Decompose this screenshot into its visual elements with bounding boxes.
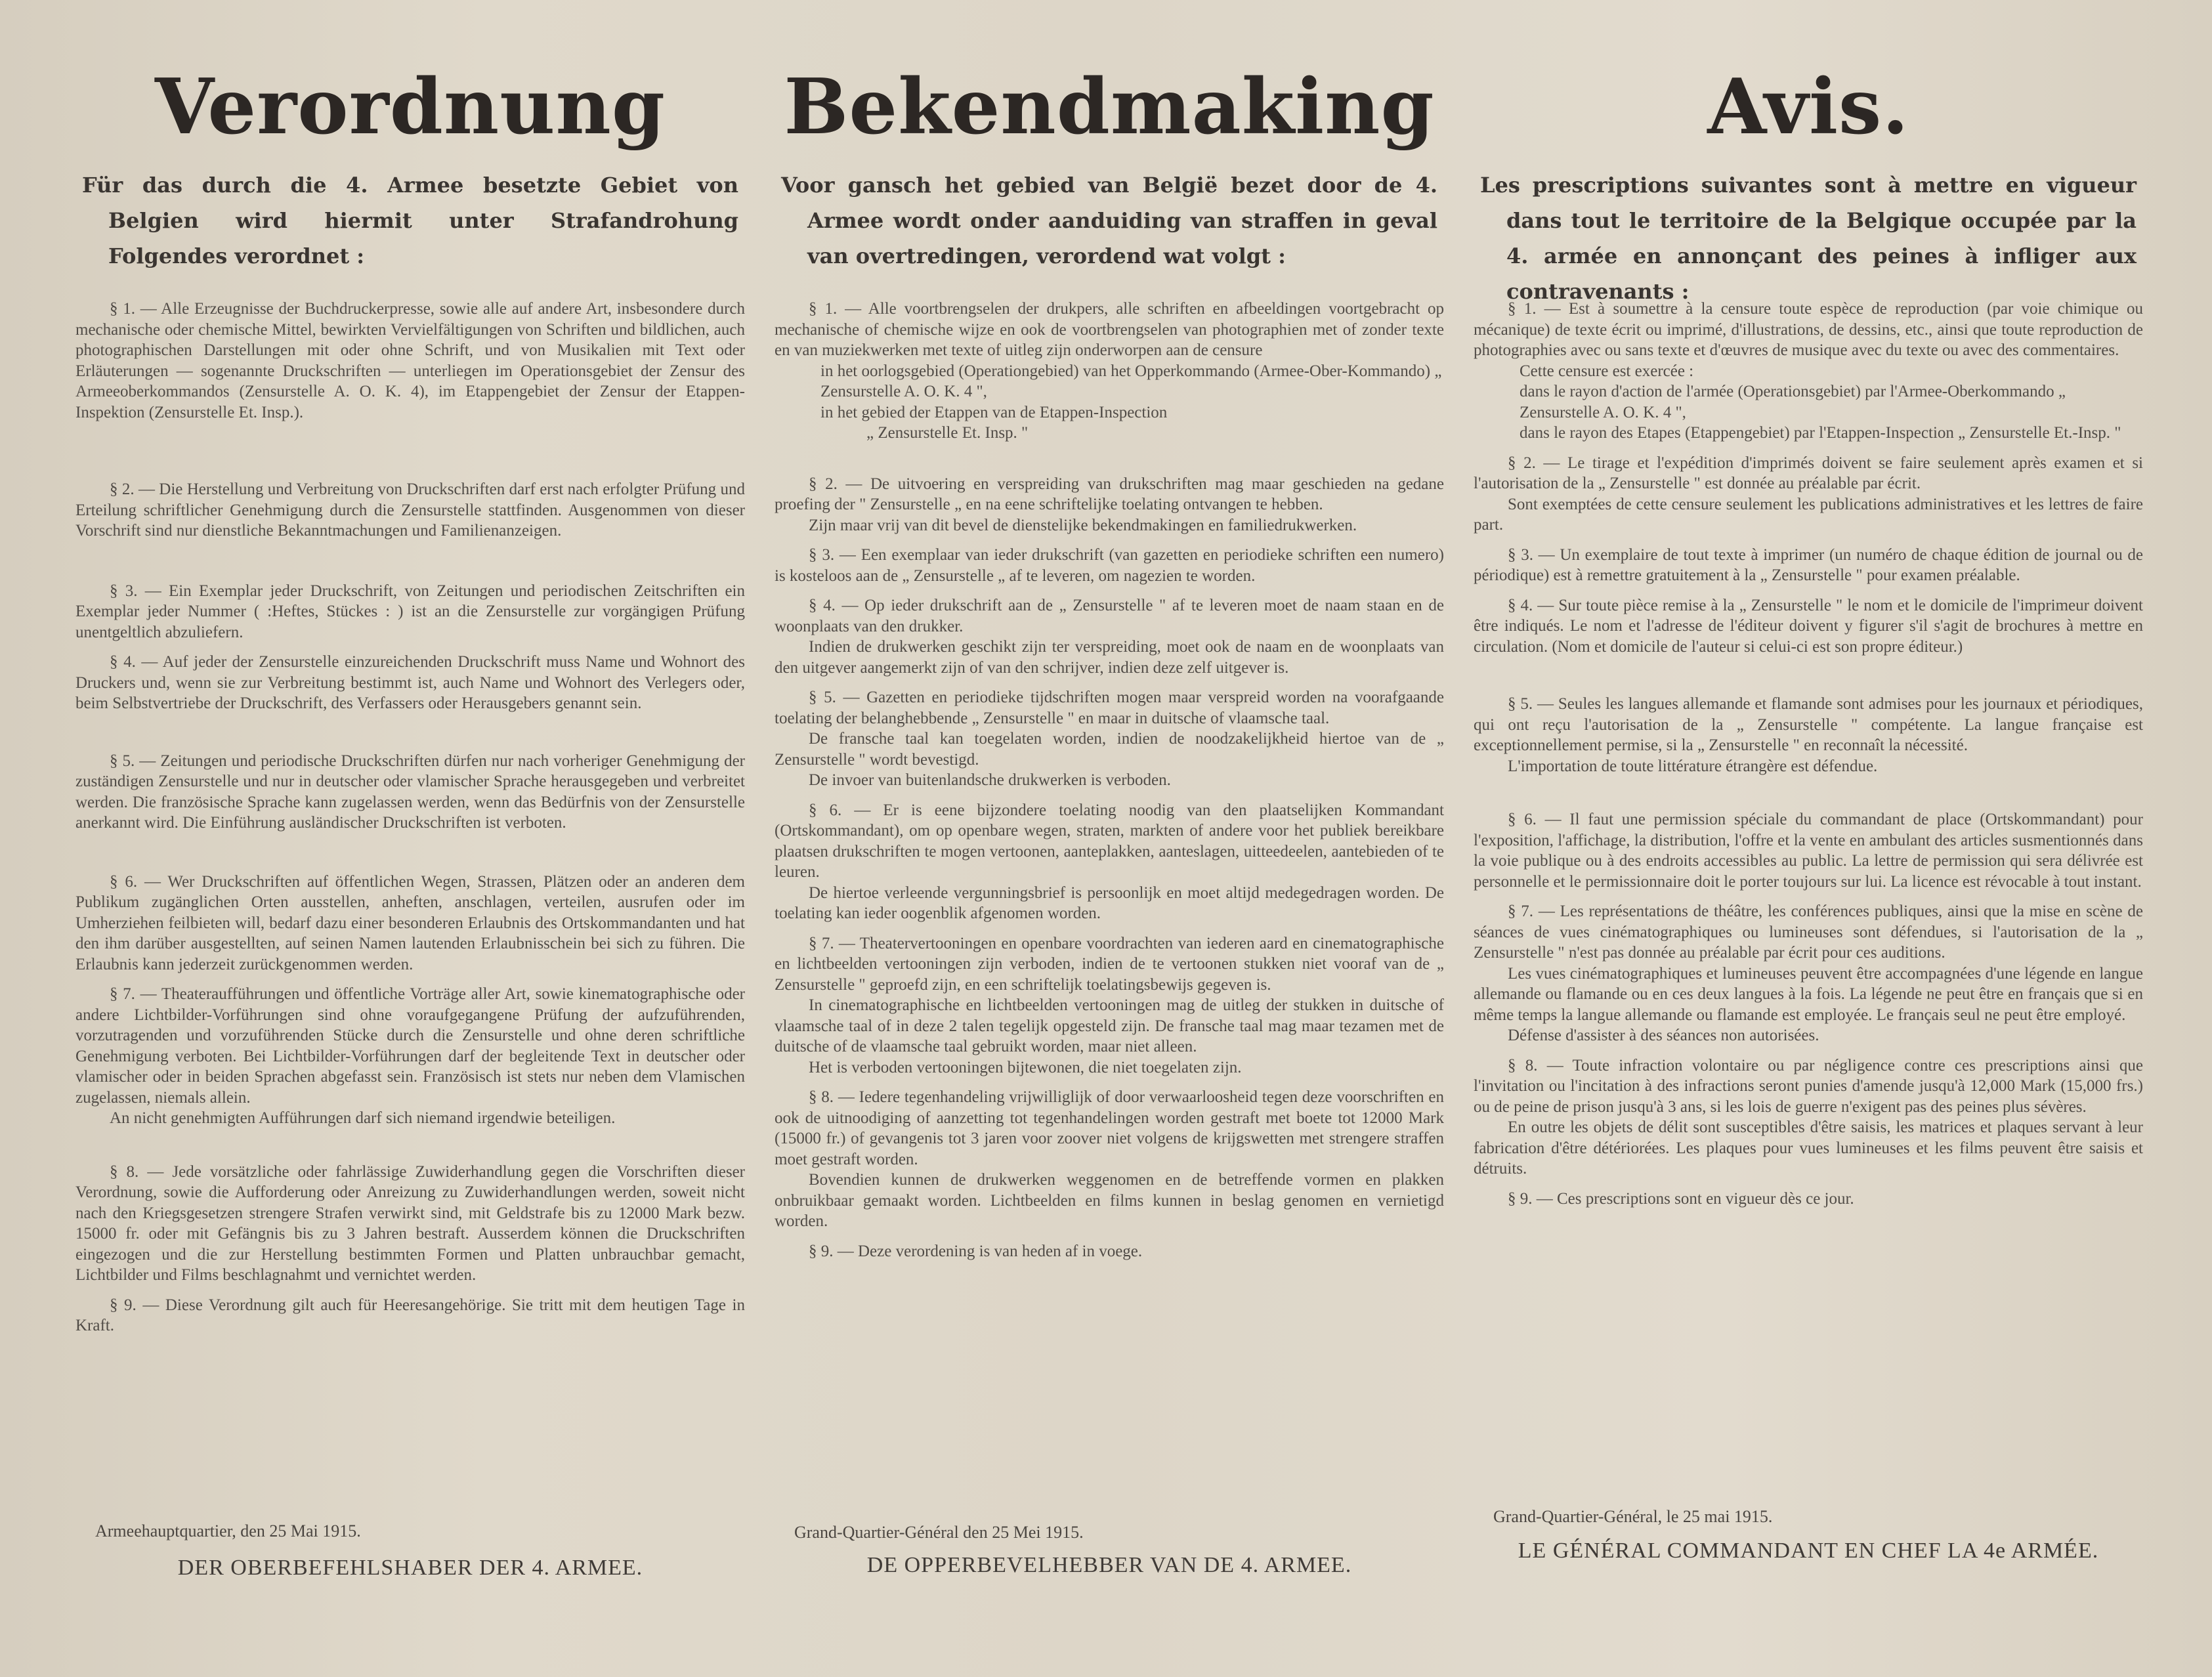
dutch-body bbox=[775, 299, 1444, 1275]
section-paragraph: § 8. — Jede vorsätzliche oder fahrlässige Zuwiderhandlung gegen die Vorschriften dieser Verordnung, sowie die Aufforderung oder Anreizung zu Zuwiderhandlungen werden, soweit nicht nach den Kriegsgesetzen strengere Strafen verwirkt sind, mit Geldstrafe bis zu 12000 Mark bezw. 15000 fr. oder mit Gefängnis bis zu 3 Jahren bestraft. Ausserdem können die Druckschriften eingezogen und die zur Herstellung bestimmten Formen und Platten unbrauchbar gemacht, Lichtbilder und Films beschlagnahmt und vernichtet werden. bbox=[75, 1162, 745, 1284]
section-paragraph: § 5. — Zeitungen und periodische Druckschriften dürfen nur nach vorheriger Genehmigung der zuständigen Zensurstelle und nur in deutscher oder vlamischer Sprache herausgegeben und verbreitet werden. Die französische Sprache kann zugelassen werden, wenn das Bedürfnis von der Zensurstelle anerkannt wird. Die Einführung ausländischer Druckschriften ist verboten. bbox=[75, 752, 745, 832]
german-section-9 bbox=[75, 1295, 745, 1336]
section-paragraph: § 3. — Un exemplaire de tout texte à imprimer (un numéro de chaque édition de journal ou de périodique) est à remettre gratuitement à la „ Zensurstelle " pour examen préalable. bbox=[1474, 545, 2143, 584]
section-paragraph: § 9. — Deze verordening is van heden af in voege. bbox=[809, 1242, 1143, 1260]
french-section-5 bbox=[1474, 694, 2143, 776]
dutch-section-5 bbox=[775, 687, 1444, 791]
section-paragraph: § 8. — Toute infraction volontaire ou par négligence contre ces prescriptions ainsi que l'invitation ou l'incitation à des infractions seront punies d'amende jusqu'à 12,000 Mark (15,000 frs.) ou de peine de prison jusqu'à 3 ans, si les lois de guerre n'exigent pas des peines plus sévères. bbox=[1474, 1056, 2143, 1116]
section-paragraph: Indien de drukwerken geschikt zijn ter verspreiding, moet ook de naam en de woonplaats van den uitgever aangemerkt zijn of van den schrijver, indien deze zelf uitgever is. bbox=[775, 638, 1444, 677]
section-paragraph: De fransche taal kan toegelaten worden, indien de noodzakelijkheid hiertoe van de „ Zensurstelle " wordt bevestigd. bbox=[775, 730, 1444, 769]
section-paragraph: § 6. — Wer Druckschriften auf öffentlichen Wegen, Strassen, Plätzen oder an anderen dem Publikum zugänglichen Orten ausstellen, anheften, anschlagen, verteilen, ausrufen oder im Umherziehen feilbieten will, bedarf dazu einer besonderen Erlaubnis des Ortskommandanten und hat den ihm darüber ausgestellten, auf seinen Namen lautenden Erlaubnisschein bei sich zu führen. Die Erlaubnis kann jederzeit zurückgenommen werden. bbox=[75, 872, 745, 973]
french-section-7 bbox=[1474, 901, 2143, 1046]
german-section-3 bbox=[75, 581, 745, 643]
section-indent-line: dans le rayon des Etapes (Etappengebiet) par l'Etappen-Inspection „ Zensurstelle Et.-Insp. " bbox=[1520, 424, 2121, 442]
section-paragraph: § 4. — Auf jeder der Zensurstelle einzureichenden Druckschrift muss Name und Wohnort des Druckers und, wenn sie zur Verbreitung bestimmt ist, auch Name und Wohnort des Verlegers oder, beim Selbstvertriebe der Druckschrift, des Verfassers oder Herausgebers genannt sein. bbox=[75, 653, 745, 712]
section-paragraph: Het is verboden vertooningen bijtewonen, die niet toegelaten zijn. bbox=[809, 1058, 1242, 1076]
section-paragraph: § 4. — Op ieder drukschrift aan de „ Zensurstelle " af te leveren moet de naam staan en de woonplaats van den drukker. bbox=[775, 597, 1444, 635]
section-paragraph: § 1. — Est à soumettre à la censure toute espèce de reproduction (par voie chimique ou mécanique) de texte écrit ou imprimé, d'illustrations, de dessins, etc., ainsi que toute reproduction de photographies avec ou sans texte et d'œuvres de musique avec du texte ou avec des commentaires. bbox=[1474, 300, 2143, 359]
section-paragraph: Défense d'assister à des séances non autorisées. bbox=[1508, 1027, 1819, 1044]
section-paragraph: § 9. — Ces prescriptions sont en vigueur dès ce jour. bbox=[1508, 1189, 1854, 1208]
german-signature: DER OBERBEFEHLSHABER DER 4. ARMEE. bbox=[177, 1556, 643, 1580]
dutch-section-9 bbox=[775, 1241, 1444, 1262]
french-intro: Les prescriptions suivantes sont à mettre en vigueur dans tout le territoire de la Belgique occupée par la 4. armée en annonçant des peines à infliger aux contravenants : bbox=[1480, 173, 2137, 304]
section-paragraph: Zijn maar vrij van dit bevel de dienstelijke bekendmakingen en familiedrukwerken. bbox=[809, 516, 1357, 534]
section-paragraph: § 3. — Ein Exemplar jeder Druckschrift, von Zeitungen und periodischen Zeitschriften ein Exemplar jeder Nummer ( :Heftes, Stückes : ) ist an die Zensurstelle zur vorgängigen Prüfung unentgeltlich abzuliefern. bbox=[75, 582, 745, 641]
section-paragraph: En outre les objets de délit sont susceptibles d'être saisis, les matrices et plaques servant à leur fabrication d'être détériorées. Les plaques pour vues lumineuses et les films peuvent être saisis et détruits. bbox=[1474, 1118, 2143, 1178]
section-paragraph: § 7. — Theatervertooningen en openbare voordrachten van iederen aard en cinematographische en lichtbeelden vertooningen zijn verboden, indien de te vertoonen stukken niet vooraf van de „ Zensurstelle " geproefd zijn, en een schriftelijk toelatingsbewijs gegeven is. bbox=[775, 934, 1444, 994]
french-title: Avis. bbox=[1707, 62, 1909, 152]
french-body bbox=[1474, 299, 2143, 1222]
german-column bbox=[69, 0, 752, 1677]
dutch-section-2 bbox=[775, 474, 1444, 536]
section-paragraph: De invoer van buitenlandsche drukwerken is verboden. bbox=[809, 771, 1171, 789]
section-paragraph: Bovendien kunnen de drukwerken weggenomen en de betreffende vormen en plakken onbruikbaar gemaakt worden. Lichtbeelden en films kunnen in beslag genomen en vernietigd worden. bbox=[775, 1171, 1444, 1230]
german-section-4 bbox=[75, 652, 745, 714]
dutch-section-3 bbox=[775, 545, 1444, 586]
section-indent-line: „ Zensurstelle Et. Insp. " bbox=[866, 424, 1029, 442]
french-section-1 bbox=[1474, 299, 2143, 444]
section-paragraph: § 7. — Theateraufführungen und öffentliche Vorträge aller Art, sowie kinematographische oder andere Lichtbilder-Vorführungen sind ohne voraufgegangene Prüfung der aufzuführenden, vorzutragenden und vorzuführenden Stücke durch die Zensurstelle und ohne deren schriftliche Genehmigung verboten. Bei Lichtbilder-Vorführungen darf der begleitende Text in deutscher oder vlamischer oder in beiden Sprachen abgefasst sein. Französisch ist stets nur neben dem Vlamischen zugelassen, niemals allein. bbox=[75, 985, 745, 1107]
german-section-2 bbox=[75, 479, 745, 541]
section-paragraph: § 2. — Le tirage et l'expédition d'imprimés doivent se faire seulement après examen et si l'autorisation de la „ Zensurstelle " est donnée au préalable par écrit. bbox=[1474, 454, 2143, 492]
french-place-date: Grand-Quartier-Général, le 25 mai 1915. bbox=[1493, 1507, 1773, 1526]
section-indent-line: dans le rayon d'action de l'armée (Operationsgebiet) par l'Armee-Oberkommando „ Zensurstelle A. O. K. 4 ", bbox=[1520, 383, 2066, 421]
german-place-date: Armeehauptquartier, den 25 Mai 1915. bbox=[95, 1521, 361, 1540]
section-paragraph: § 3. — Een exemplaar van ieder drukschrift (van gazetten en periodieke schriften een numero) is kosteloos aan de „ Zensurstelle „ af te leveren, om nagezien te worden. bbox=[775, 546, 1444, 585]
section-paragraph: § 2. — Die Herstellung und Verbreitung von Druckschriften darf erst nach erfolgter Prüfung und Erteilung schriftlicher Genehmigung durch die Zensurstelle stattfinden. Ausgenommen von dieser Vorschrift sind nur dienstliche Bekanntmachungen und Familienanzeigen. bbox=[75, 480, 745, 540]
french-section-2 bbox=[1474, 453, 2143, 536]
section-paragraph: In cinematographische en lichtbeelden vertooningen mag de uitleg der stukken in duitsche of vlaamsche taal of in deze 2 talen tegelijk opgesteld zijn. De fransche taal mag maar tezamen met de duitsche of de vlaamsche taal gebruikt worden, maar niet alleen. bbox=[775, 996, 1444, 1055]
section-indent-line: in het oorlogsgebied (Operationgebied) van het Opperkommando (Armee-Ober-Kommando) „ Zensurstelle A. O. K. 4 ", bbox=[820, 362, 1442, 400]
section-paragraph: § 9. — Diese Verordnung gilt auch für Heeresangehörige. Sie tritt mit dem heutigen Tage in Kraft. bbox=[75, 1296, 745, 1334]
section-paragraph: § 8. — Iedere tegenhandeling vrijwilliglijk of door verwaarloosheid tegen deze voorschriften en ook de uitnoodiging of aanzetting tot tegenhandelingen worden gestraft met boete tot 12000 Mark (15000 fr.) of gevangenis tot 3 jaren voor zoover niet volgens de krijgswetten met strengere straffen moet gestraft worden. bbox=[775, 1088, 1444, 1168]
dutch-intro: Voor gansch het gebied van België bezet door de 4. Armee wordt onder aanduiding van straffen in geval van overtredingen, verordend wat volgt : bbox=[781, 173, 1437, 268]
dutch-place-date: Grand-Quartier-Général den 25 Mei 1915. bbox=[794, 1523, 1084, 1542]
section-paragraph: De hiertoe verleende vergunningsbrief is persoonlijk en moet altijd medegedragen worden. De toelating kan ieder oogenblik afgenomen worden. bbox=[775, 883, 1444, 922]
section-paragraph: § 2. — De uitvoering en verspreiding van drukschriften mag maar geschieden na gedane proefing der " Zensurstelle „ en na eene schriftelijke toelating ontvangen te hebben. bbox=[775, 475, 1444, 513]
section-paragraph: § 4. — Sur toute pièce remise à la „ Zensurstelle " le nom et le domicile de l'imprimeur doivent être indiqués. Le nom et l'adresse de l'éditeur doivent y figurer s'il s'agit de brochures à mettre en circulation. (Nom et domicile de l'auteur si celui-ci est son propre éditeur.) bbox=[1474, 596, 2143, 656]
dutch-signature: DE OPPERBEVELHEBBER VAN DE 4. ARMEE. bbox=[866, 1553, 1352, 1577]
dutch-column bbox=[768, 0, 1451, 1677]
section-paragraph: § 5. — Gazetten en periodieke tijdschriften mogen maar verspreid worden na voorafgaande toelating der belanghebbende „ Zensurstelle " en maar in duitsche of vlaamsche taal. bbox=[775, 689, 1444, 727]
dutch-title: Bekendmaking bbox=[784, 62, 1435, 152]
german-title: Verordnung bbox=[155, 62, 666, 152]
section-paragraph: § 1. — Alle voortbrengselen der drukpers, alle schriften en afbeeldingen voortgebracht op mechanische of chemische wijze en ook de voortbrengselen van photographien met of zonder texte en van muziekwerken met texte of uitleg zijn onderworpen aan de censure bbox=[775, 300, 1444, 359]
german-section-5 bbox=[75, 751, 745, 834]
section-paragraph: § 1. — Alle Erzeugnisse der Buchdruckerpresse, sowie alle auf andere Art, insbesondere durch mechanische oder chemische Mittel, bewirkten Vervielfältigungen von Schriften und bildlichen, auch photographischen Darstellungen mit oder ohne Schrift, und von Musikalien mit Text oder Erläuterungen — sogenannte Druckschriften — unterliegen im Operationsgebiet der Zensur des Armeeoberkommandos (Zensurstelle A. O. K. 4), im Etappengebiet der Zensur der Etappen-Inspektion (Zensurstelle Et. Insp.). bbox=[75, 300, 745, 421]
french-section-6 bbox=[1474, 809, 2143, 892]
section-paragraph: Sont exemptées de cette censure seulement les publications administratives et les lettres de faire part. bbox=[1474, 495, 2143, 534]
french-column bbox=[1467, 0, 2150, 1677]
dutch-section-7 bbox=[775, 933, 1444, 1078]
section-paragraph: Les vues cinématographiques et lumineuses peuvent être accompagnées d'une légende en langue allemande ou flamande ou en ces deux langues à la fois. La légende ne peut être en français que si en même temps la langue allemande ou flamande est employée. Le français seul ne peut être employé. bbox=[1474, 964, 2143, 1024]
dutch-section-4 bbox=[775, 595, 1444, 678]
german-section-1 bbox=[75, 299, 745, 423]
german-section-7 bbox=[75, 984, 745, 1129]
dutch-section-1 bbox=[775, 299, 1444, 444]
german-intro: Für das durch die 4. Armee besetzte Gebiet von Belgien wird hiermit unter Strafandrohung Folgendes verordnet : bbox=[82, 173, 738, 268]
french-section-8 bbox=[1474, 1055, 2143, 1179]
german-body bbox=[75, 299, 745, 1349]
german-section-8 bbox=[75, 1162, 745, 1286]
section-paragraph: § 6. — Il faut une permission spéciale du commandant de place (Ortskommandant) pour l'exposition, l'affichage, la distribution, l'offre et la vente en ambulant des articles susmentionnés dans la voie publique ou à des endroits accessibles au public. La lettre de permission qui sera délivrée est personnelle et le permissionnaire doit le porter toujours sur lui. La licence est révocable à tout instant. bbox=[1474, 811, 2143, 891]
dutch-section-6 bbox=[775, 800, 1444, 924]
dutch-section-8 bbox=[775, 1087, 1444, 1232]
french-section-4 bbox=[1474, 595, 2143, 658]
german-section-6 bbox=[75, 872, 745, 975]
section-paragraph: § 7. — Les représentations de théâtre, les conférences publiques, ainsi que la mise en scène de séances de vues cinématographiques ou lumineuses sont défendues, si l'autorisation de la „ Zensurstelle " n'est pas donnée au préalable par écrit pour ces auditions. bbox=[1474, 902, 2143, 962]
section-indent-line: Cette censure est exercée : bbox=[1520, 362, 1694, 380]
section-indent-line: in het gebied der Etappen van de Etappen-Inspection bbox=[820, 403, 1168, 421]
french-section-9 bbox=[1474, 1189, 2143, 1210]
french-signature: LE GÉNÉRAL COMMANDANT EN CHEF LA 4e ARMÉE. bbox=[1518, 1539, 2099, 1563]
section-paragraph: § 6. — Er is eene bijzondere toelating noodig van den plaatselijken Kommandant (Ortskommandant), om op openbare wegen, straten, markten of andere voor het publiek bereikbare plaatsen drukschriften te mogen vertoonen, aanteplakken, aanteslagen, uitteedeelen, aantebieden of te leuren. bbox=[775, 801, 1444, 881]
section-paragraph: An nicht genehmigten Aufführungen darf sich niemand irgendwie beteiligen. bbox=[110, 1109, 616, 1127]
section-paragraph: § 5. — Seules les langues allemande et flamande sont admises pour les journaux et périodiques, qui ont reçu l'autorisation de la „ Zensurstelle " compétente. La langue française est exceptionnellement permise, si la „ Zensurstelle " en reconnaît la nécessité. bbox=[1474, 695, 2143, 754]
section-paragraph: L'importation de toute littérature étrangère est défendue. bbox=[1508, 757, 1878, 775]
french-section-3 bbox=[1474, 545, 2143, 586]
